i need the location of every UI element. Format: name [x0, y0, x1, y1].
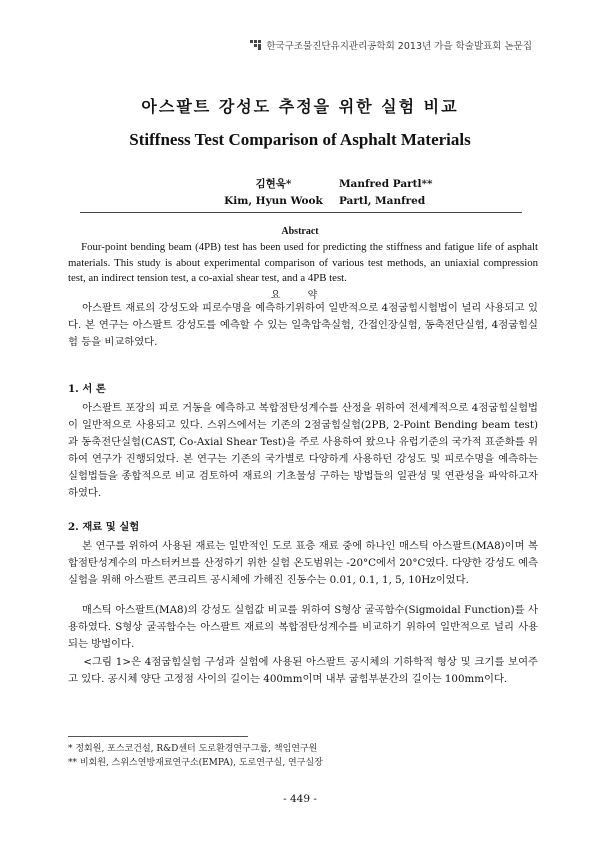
author1-korean-name: 김현욱*: [255, 178, 292, 190]
footnotes: [68, 742, 538, 770]
footnote-2: ** 비회원, 스위스연방재료연구소(EMPA), 도로연구실, 연구실장: [68, 758, 323, 768]
author2-english-name: Partl, Manfred: [338, 195, 426, 207]
author-block: [210, 176, 450, 210]
abstract-heading: Abstract: [281, 226, 319, 237]
paper-title-english: Stiffness Test Comparison of Asphalt Materials: [129, 130, 471, 149]
grid-dots-icon: [250, 40, 262, 50]
footnote-1: * 정회원, 포스코건설, R&D센터 도로환경연구그룹, 책임연구원: [68, 744, 318, 754]
section1-heading: 1. 서 론: [68, 383, 106, 395]
section2-paragraph-1: 본 연구를 위하여 사용된 재료는 일반적인 도로 표층 재료 중에 하나인 매스틱 아스팔트(MA8)이며 복합점탄성계수의 마스터커브를 산정하기 위한 실험 온도범위는 -20°C에서 20°C였다. 다양한 강성도 예측 실험을 위해 아스팔트 콘크리트 공시체에 가해진 진동수는 0.01, 0.1, 1, 5, 10Hz이었다.: [68, 540, 539, 586]
footnote-divider: [68, 736, 248, 737]
author1-english-name: Kim, Hyun Wook: [224, 195, 323, 207]
korean-summary-text: 아스팔트 재료의 강성도와 피로수명을 예측하기위하여 일반적으로 4점굽힘시험법이 널리 사용되고 있다. 본 연구는 아스팔트 강성도를 예측할 수 있는 일축압축실험, 간접인장실험, 동축전단실험, 4점굽힘실험 등을 비교하였다.: [68, 302, 538, 348]
header-text: 한국구조물진단유지관리공학회 2013년 가을 학술발표회 논문집: [266, 41, 532, 52]
section2-paragraph-3: <그림 1>은 4점굽힘실험 구성과 실험에 사용된 아스팔트 공시체의 기하학적 형상 및 크기를 보여주고 있다. 공시체 양단 고정점 사이의 길이는 400mm이며 내부 굽힘부분간의 길이는 100mm이다.: [68, 656, 538, 685]
section2-heading: 2. 재료 및 실험: [68, 521, 140, 533]
author-divider: [80, 212, 522, 213]
section1-text: 아스팔트 포장의 피로 거동을 예측하고 복합점탄성계수를 산정을 위하여 전세계적으로 4점굽힘실험법이 일반적으로 사용되고 있다. 스위스에서는 기존의 2점굽힘실험(2PB, 2-Point Bending beam test)과 동축전단실험(CAST, Co-Axial Shear Test)을 주로 사용하여 왔으나 유럽기준의 국가적 표준화를 위하여 연구가 진행되었다. 본 연구는 기존의 국가별로 다양하게 사용하던 강성도 및 피로수명을 예측하는 실험법들을 종합적으로 비교 검토하여 재료의 기초물성 구하는 방법들의 일관성 및 연관성을 파악하고자 하였다.: [68, 402, 538, 499]
running-header: [250, 38, 532, 52]
page-number: - 449 -: [283, 793, 317, 805]
abstract-text: Four-point bending beam (4PB) test has been used for predicting the stiffness and fatigue life of asphalt materials. This study is about experimental comparison of various test methods, an uniaxial compression test, an indirect tension test, a co-axial shear test, and a 4PB test.: [68, 241, 538, 284]
author2-name: Manfred Partl**: [338, 178, 433, 190]
korean-summary-heading: 요 약: [270, 290, 330, 301]
section2-paragraph-2: 매스틱 아스팔트(MA8)의 강성도 실험값 비교를 위하여 S형상 굴곡함수(Sigmoidal Function)를 사용하였다. S형상 굴곡함수는 아스팔트 재료의 복합점탄성계수를 비교하기 위하여 일반적으로 널리 사용되는 방법이다.: [68, 604, 538, 650]
paper-title-korean: 아스팔트 강성도 추정을 위한 실험 비교: [141, 97, 459, 116]
